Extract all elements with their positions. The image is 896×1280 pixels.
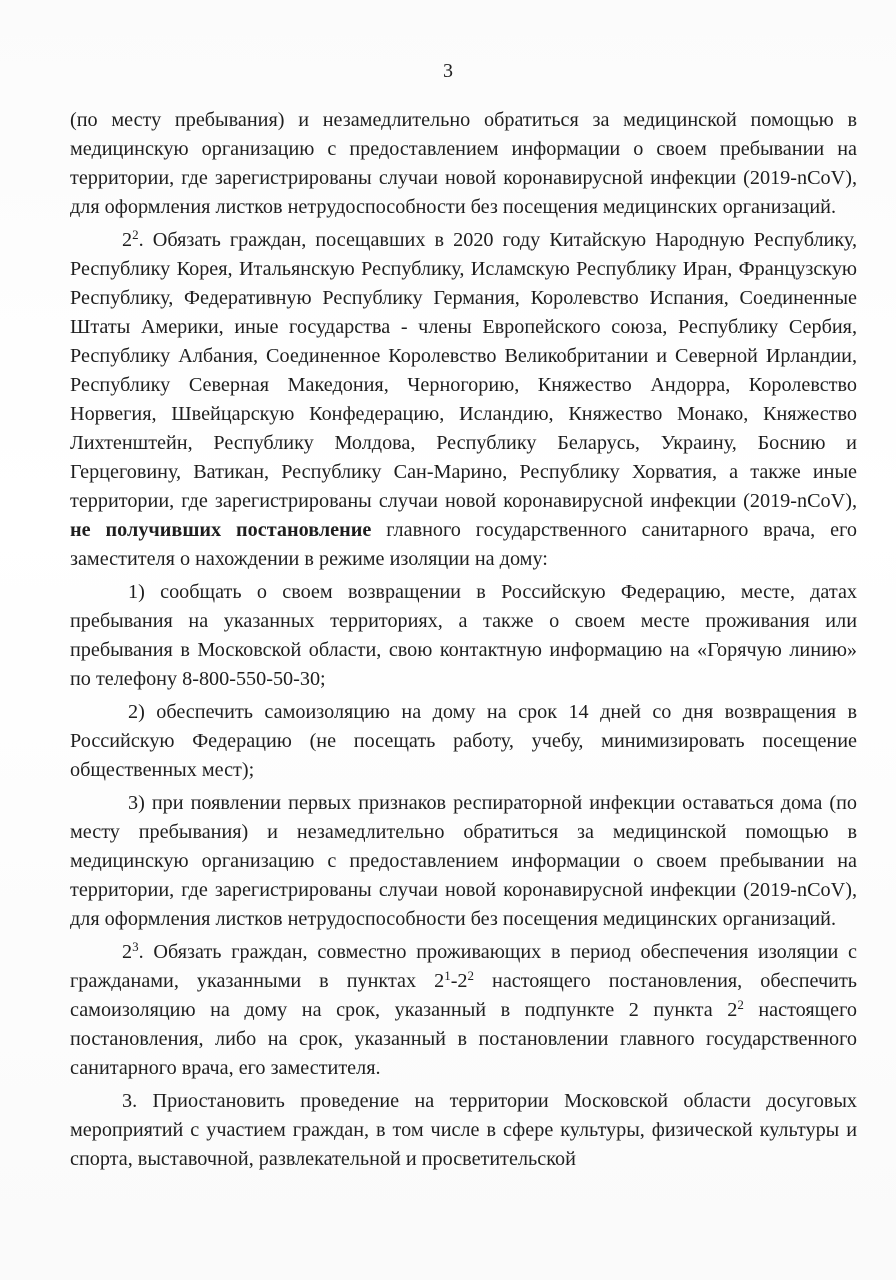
- clause-number: 2: [122, 229, 133, 251]
- paragraph-3: 3. Приостановить проведение на территории Московской области досуговых мероприятий с участием граждан, в том числе в сфере культуры, физической культуры и спорта, выставочной, развлекательной и просветительской: [70, 1090, 857, 1170]
- ref-superscript: 2: [737, 997, 744, 1012]
- paragraph-2-3: [70, 938, 857, 1083]
- subitem-1: 1) сообщать о своем возвращении в Российскую Федерацию, месте, датах пребывания на указанных территориях, а также о своем месте проживания или пребывания в Московской области, свою контактную информацию на «Горячую линию» по телефону 8-800-550-50-30;: [70, 581, 857, 690]
- ref-superscript: 1: [444, 968, 451, 983]
- document-body: [70, 106, 857, 1174]
- paragraph-2-2: [70, 226, 857, 574]
- page-number: 3: [443, 60, 453, 82]
- clause-number: 2: [122, 941, 133, 963]
- paragraph-continuation: (по месту пребывания) и незамедлительно обратиться за медицинской помощью в медицинскую организацию с предоставлением информации о своем пребывании на территории, где зарегистрированы случаи новой коронавирусной инфекции (2019-nCoV), для оформления листков нетрудоспособности без посещения медицинских организаций.: [70, 109, 857, 218]
- subitem-3: 3) при появлении первых признаков респираторной инфекции оставаться дома (по месту пребывания) и незамедлительно обратиться за медицинской помощью в медицинскую организацию с предоставлением информации о своем пребывании на территории, где зарегистрированы случаи новой коронавирусной инфекции (2019-nCoV), для оформления листков нетрудоспособности без посещения медицинских организаций.: [70, 792, 857, 930]
- clause-superscript: 3: [132, 939, 139, 954]
- ref-superscript: 2: [467, 968, 475, 983]
- clause-superscript: 2: [132, 227, 139, 242]
- subitem-2: 2) обеспечить самоизоляцию на дому на срок 14 дней со дня возвращения в Российскую Федерацию (не посещать работу, учебу, минимизировать посещение общественных мест);: [70, 701, 857, 781]
- clause-text-tail: главного государственного санитарного врача, его заместителя о нахождении в режиме изоляции на дому:: [70, 519, 857, 570]
- clause-text: . Обязать граждан, совместно проживающих в период обеспечения изоляции с гражданами, указанными в пунктах 2: [70, 941, 857, 992]
- clause-text: настоящего постановления, либо на срок, указанный в постановлении главного государственного санитарного врача, его заместителя.: [70, 999, 858, 1079]
- clause-text: -2: [450, 970, 468, 992]
- bold-phrase: не получивших постановление: [70, 519, 372, 541]
- clause-text: настоящего постановления, обеспечить самоизоляцию на дому на срок, указанный в подпункте 2 пункта 2: [70, 970, 857, 1021]
- clause-text: . Обязать граждан, посещавших в 2020 году Китайскую Народную Республику, Республику Корея, Итальянскую Республику, Исламскую Республику Иран, Французскую Республику, Федеративную Республику Германия, Королевство Испания, Соединенные Штаты Америки, иные государства - члены Европейского союза, Республику Сербия, Республику Албания, Соединенное Королевство Великобритании и Северной Ирландии, Республику Северная Македония, Черногорию, Княжество Андорра, Королевство Норвегия, Швейцарскую Конфедерацию, Исландию, Княжество Монако, Княжество Лихтенштейн, Республику Молдова, Республику Беларусь, Украину, Боснию и Герцеговину, Ватикан, Республику Сан-Марино, Республику Хорватия, а также иные территории, где зарегистрированы случаи новой коронавирусной инфекции (2019-nCoV),: [70, 229, 857, 512]
